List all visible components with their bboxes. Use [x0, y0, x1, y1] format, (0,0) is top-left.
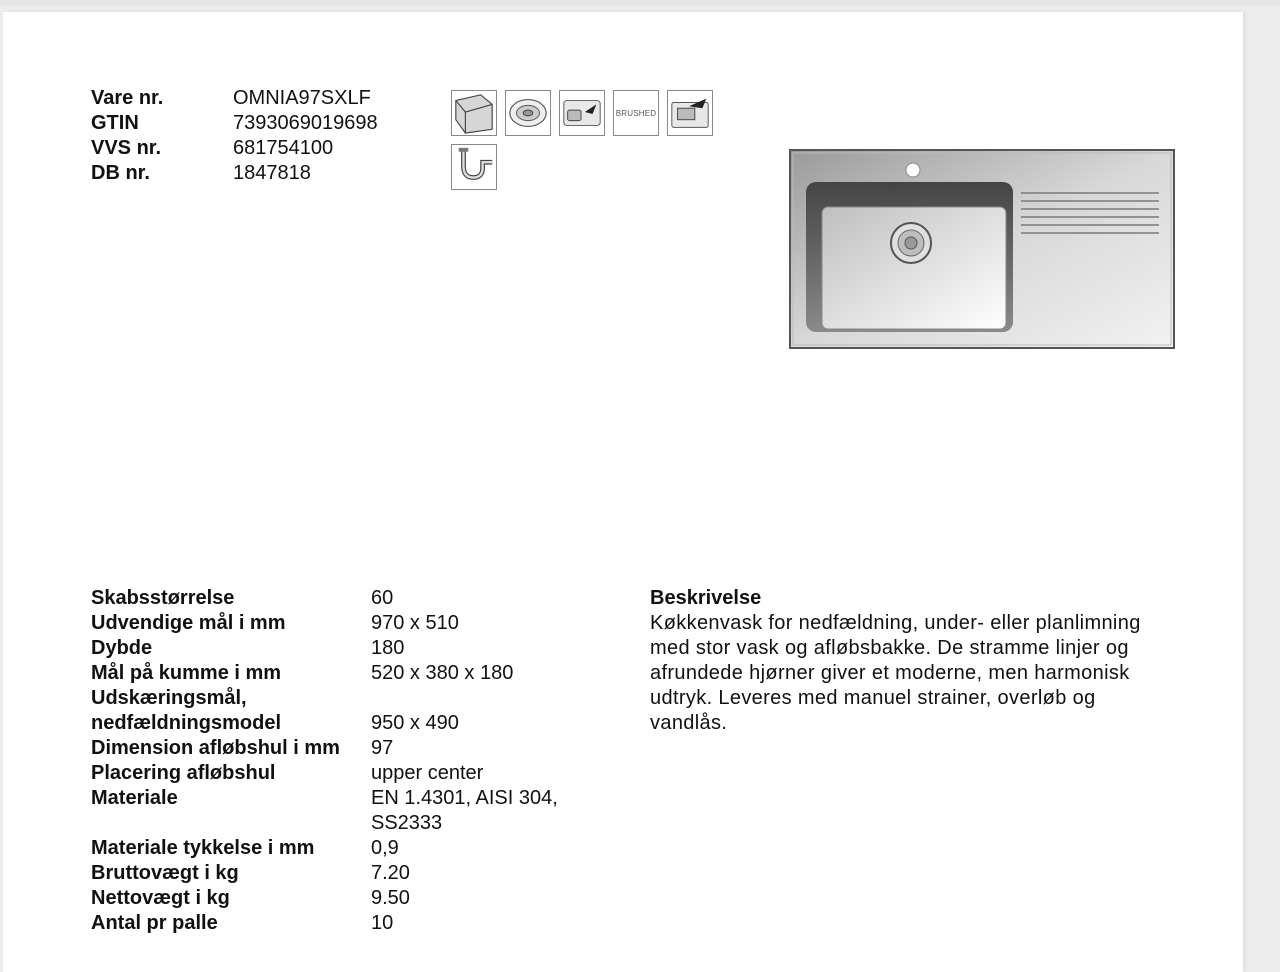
spec-row: [91, 636, 611, 661]
product-id-table: [91, 86, 378, 186]
spec-label: Skabsstørrelse: [91, 587, 235, 609]
description-line: med stor vask og afløbsbakke. De stramme linjer og: [650, 637, 1129, 659]
id-label: GTIN: [91, 112, 139, 134]
brushed-finish-icon: [613, 90, 659, 136]
spec-label: Materiale: [91, 787, 178, 809]
description-line: Køkkenvask for nedfældning, under- eller planlimning: [650, 612, 1141, 634]
spec-row: [91, 611, 611, 636]
brushed-label: BRUSHED: [615, 109, 657, 118]
spec-value: 970 x 510: [371, 612, 459, 634]
description: [650, 586, 1210, 736]
id-label: VVS nr.: [91, 137, 162, 159]
spec-row: [91, 761, 611, 786]
sink-product-image: [789, 149, 1175, 350]
spec-row: [91, 711, 611, 736]
spec-row: [91, 586, 611, 611]
top-border: [0, 0, 1280, 6]
spec-label: nedfældningsmodel: [91, 712, 281, 734]
spec-row: [91, 661, 611, 686]
spec-label: Placering afløbshul: [91, 762, 276, 784]
spec-label: [91, 811, 371, 836]
spec-row: [91, 836, 611, 861]
sink-edge-profile-icon: [451, 90, 497, 136]
id-value: 681754100: [233, 137, 334, 159]
spec-label: Antal pr palle: [91, 912, 218, 934]
spec-label: Mål på kumme i mm: [91, 662, 282, 684]
spec-label: Udvendige mål i mm: [91, 612, 286, 634]
spec-row: [91, 736, 611, 761]
drainer-tray-icon: [559, 90, 605, 136]
spec-row: [91, 686, 611, 711]
water-trap-icon: [451, 144, 497, 190]
spec-label: Dimension afløbshul i mm: [91, 737, 340, 759]
description-line: udtryk. Leveres med manuel strainer, overløb og: [650, 687, 1096, 709]
description-line: afrundede hjørner giver et moderne, men harmonisk: [650, 662, 1130, 684]
spec-label: Bruttovægt i kg: [91, 862, 239, 884]
id-row: [91, 111, 378, 136]
spec-row: [91, 886, 611, 911]
spec-value: 10: [371, 912, 394, 934]
spec-row: [91, 786, 611, 811]
spec-row: [91, 861, 611, 886]
id-value: 7393069019698: [233, 112, 378, 134]
inset-mount-icon: [667, 90, 713, 136]
description-line: vandlås.: [650, 712, 728, 734]
id-value: OMNIA97SXLF: [233, 87, 371, 109]
spec-label: Udskæringsmål,: [91, 687, 247, 709]
spec-value: 60: [371, 587, 394, 609]
id-value: 1847818: [233, 162, 311, 184]
spec-value: SS2333: [371, 812, 443, 834]
spec-value: 9.50: [371, 887, 410, 909]
id-label: DB nr.: [91, 162, 150, 184]
spec-value: 950 x 490: [371, 712, 459, 734]
spec-value: [371, 686, 611, 711]
spec-label: Dybde: [91, 637, 153, 659]
id-row: [91, 86, 378, 111]
spec-row: [91, 811, 611, 836]
id-row: [91, 161, 378, 186]
id-row: [91, 136, 378, 161]
spec-row: [91, 911, 611, 936]
spec-label: Nettovægt i kg: [91, 887, 230, 909]
spec-value: 97: [371, 737, 394, 759]
spec-label: Materiale tykkelse i mm: [91, 837, 315, 859]
spec-value: 180: [371, 637, 405, 659]
spec-value: 7.20: [371, 862, 410, 884]
spec-value: upper center: [371, 762, 484, 784]
spec-value: EN 1.4301, AISI 304,: [371, 787, 558, 809]
spec-value: 0,9: [371, 837, 399, 859]
spec-table: [91, 586, 611, 936]
description-heading: Beskrivelse: [650, 587, 762, 609]
spec-value: 520 x 380 x 180: [371, 662, 514, 684]
strainer-icon: [505, 90, 551, 136]
id-label: Vare nr.: [91, 87, 164, 109]
